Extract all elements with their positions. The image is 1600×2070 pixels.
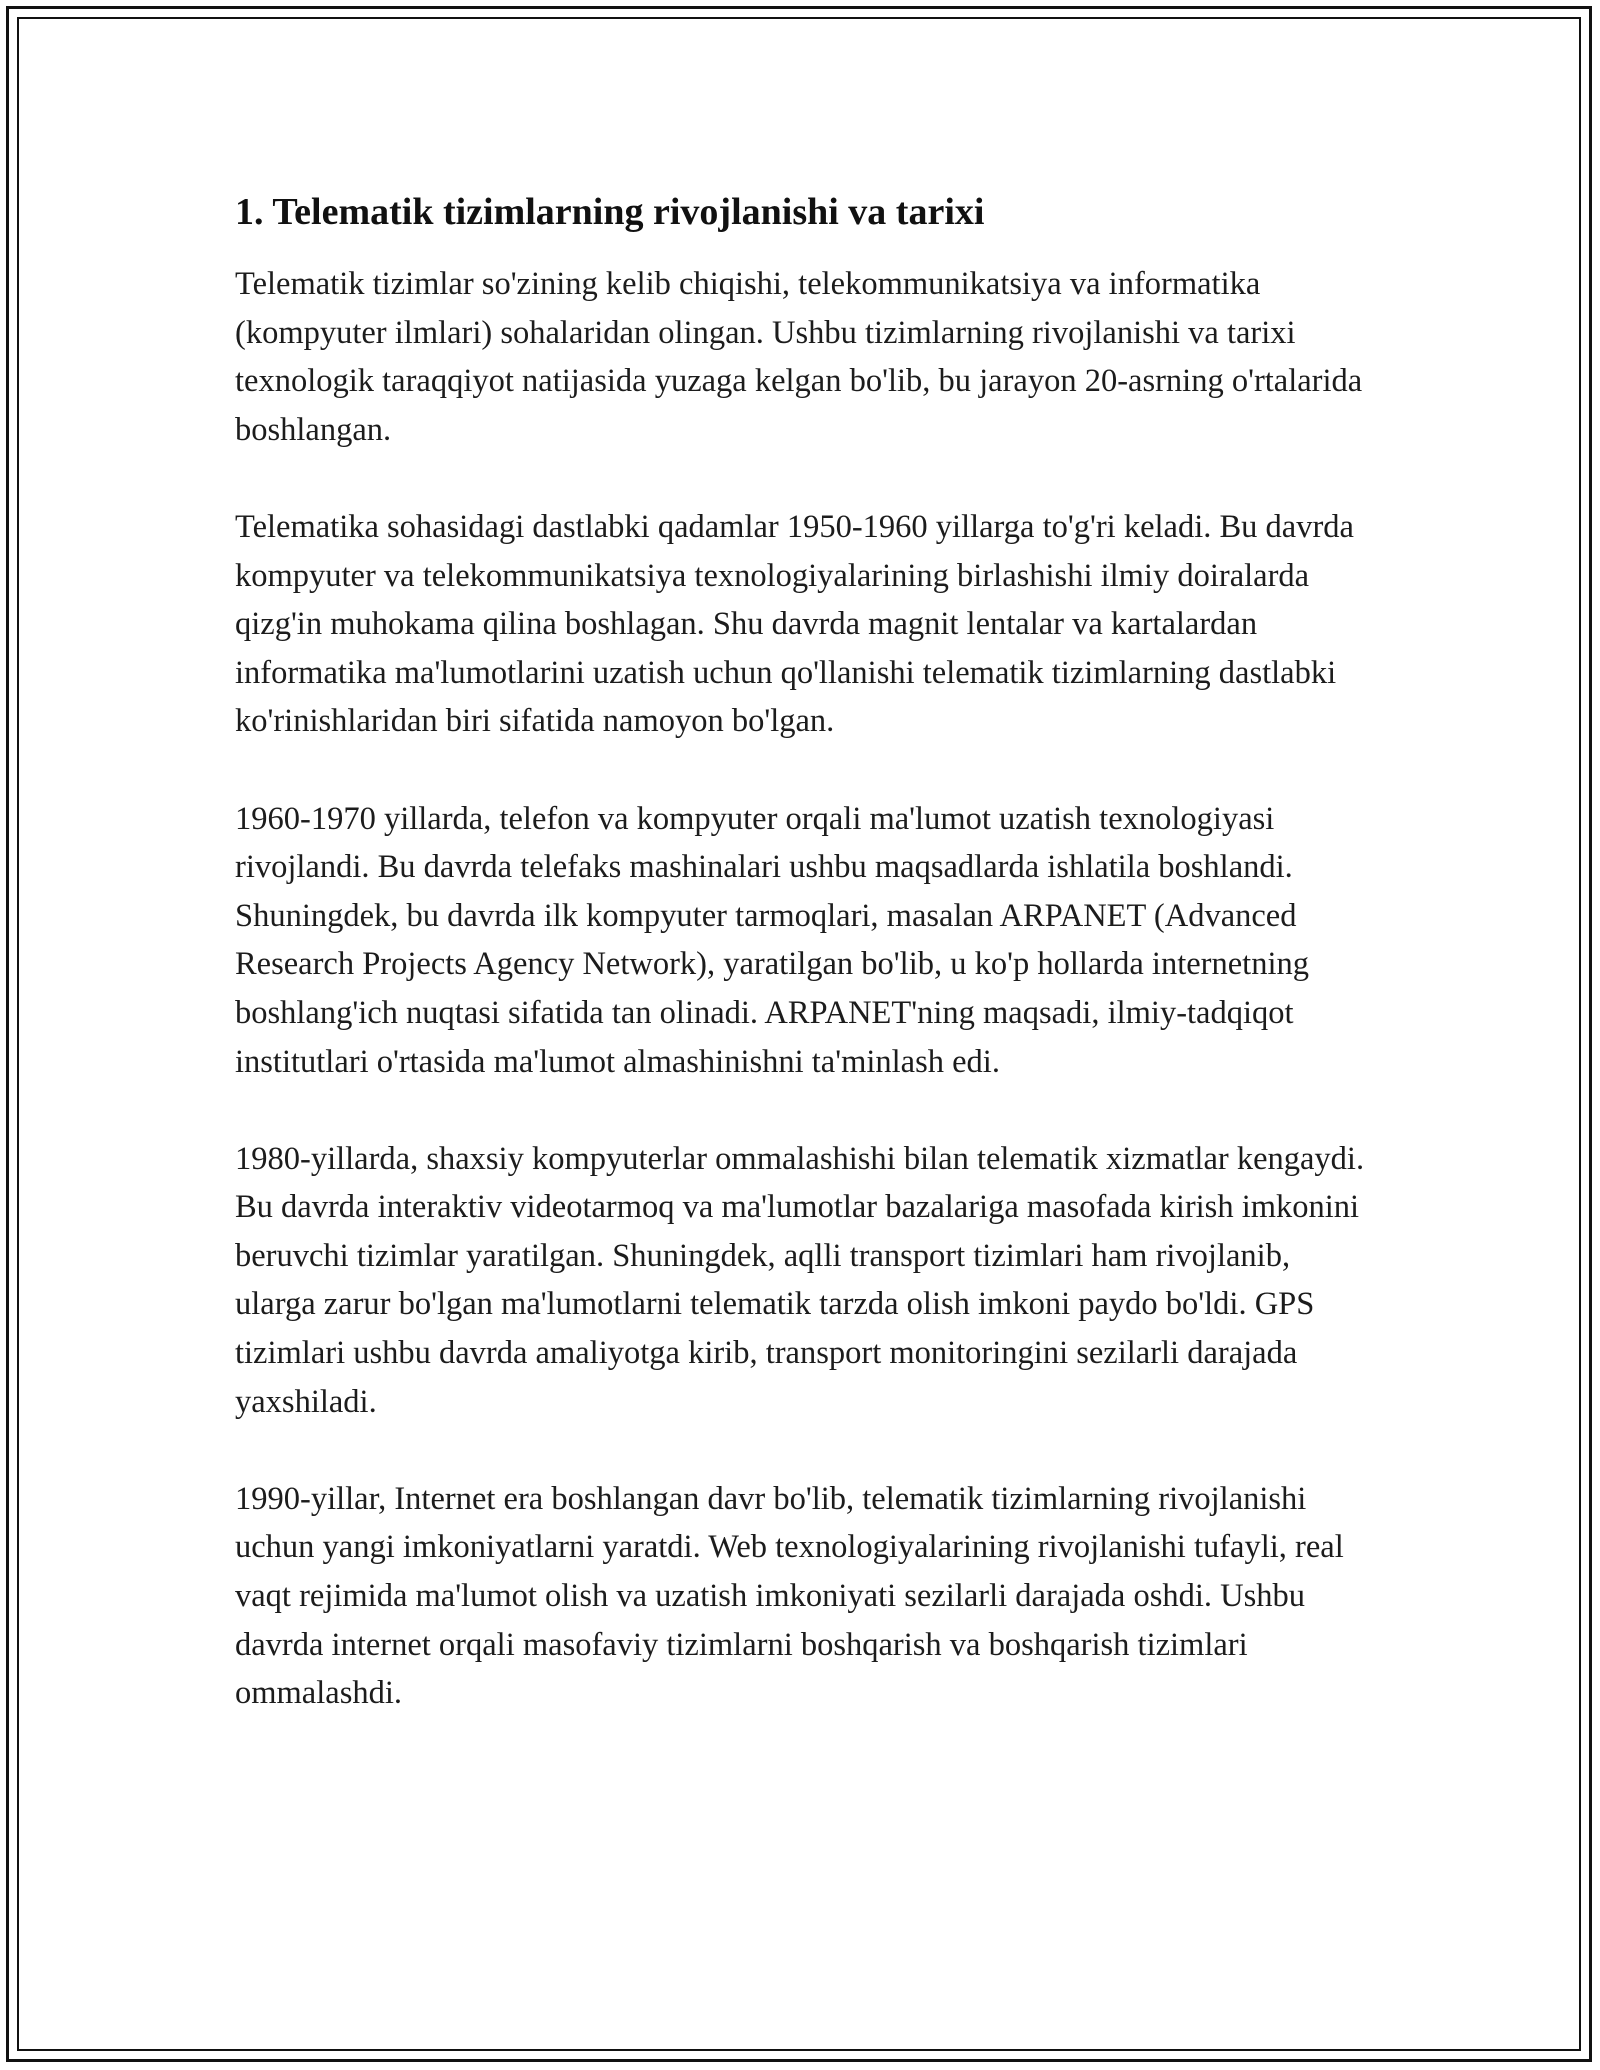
document-body	[235, 188, 1375, 1766]
paragraph-5: 1990-yillar, Internet era boshlangan davr bo'lib, telematik tizimlarning rivojlanishi uchun yangi imkoniyatlarni yaratdi. Web texnologiyalarining rivojlanishi tufayli, real vaqt rejimida ma'lumot olish va uzatish imkoniyati sezilarli darajada oshdi. Ushbu davrda internet orqali masofaviy tizimlarni boshqarish va boshqarish tizimlari ommalashdi.	[235, 1480, 1344, 1712]
paragraph-3: 1960-1970 yillarda, telefon va kompyuter orqali ma'lumot uzatish texnologiyasi rivojlandi. Bu davrda telefaks mashinalari ushbu maqsadlarda ishlatila boshlandi. Shuningdek, bu davrda ilk kompyuter tarmoqlari, masalan ARPANET (Advanced Research Projects Agency Network), yaratilgan bo'lib, u ko'p hollarda internetning boshlang'ich nuqtasi sifatida tan olinadi. ARPANET'ning maqsadi, ilmiy-tadqiqot institutlari o'rtasida ma'lumot almashinishni ta'minlash edi.	[235, 800, 1309, 1080]
paragraph-4: 1980-yillarda, shaxsiy kompyuterlar ommalashishi bilan telematik xizmatlar kengaydi. Bu davrda interaktiv videotarmoq va ma'lumotlar bazalariga masofada kirish imkonini beruvchi tizimlar yaratilgan. Shuningdek, aqlli transport tizimlari ham rivojlanib, ularga zarur bo'lgan ma'lumotlarni telematik tarzda olish imkoni paydo bo'ldi. GPS tizimlari ushbu davrda amaliyotga kirib, transport monitoringini sezilarli darajada yaxshiladi.	[235, 1140, 1365, 1420]
section-heading: 1. Telematik tizimlarning rivojlanishi va tarixi	[235, 191, 985, 233]
paragraph-1: Telematik tizimlar so'zining kelib chiqishi, telekommunikatsiya va informatika (kompyuter ilmlari) sohalaridan olingan. Ushbu tizimlarning rivojlanishi va tarixi texnologik taraqqiyot natijasida yuzaga kelgan bo'lib, bu jarayon 20-asrning o'rtalarida boshlangan.	[235, 266, 1363, 448]
paragraph-2: Telematika sohasidagi dastlabki qadamlar 1950-1960 yillarga to'g'ri keladi. Bu davrda kompyuter va telekommunikatsiya texnologiyalarining birlashishi ilmiy doiralarda qizg'in muhokama qilina boshlagan. Shu davrda magnit lentalar va kartalardan informatika ma'lumotlarini uzatish uchun qo'llanishi telematik tizimlarning dastlabki ko'rinishlaridan biri sifatida namoyon bo'lgan.	[235, 508, 1354, 740]
